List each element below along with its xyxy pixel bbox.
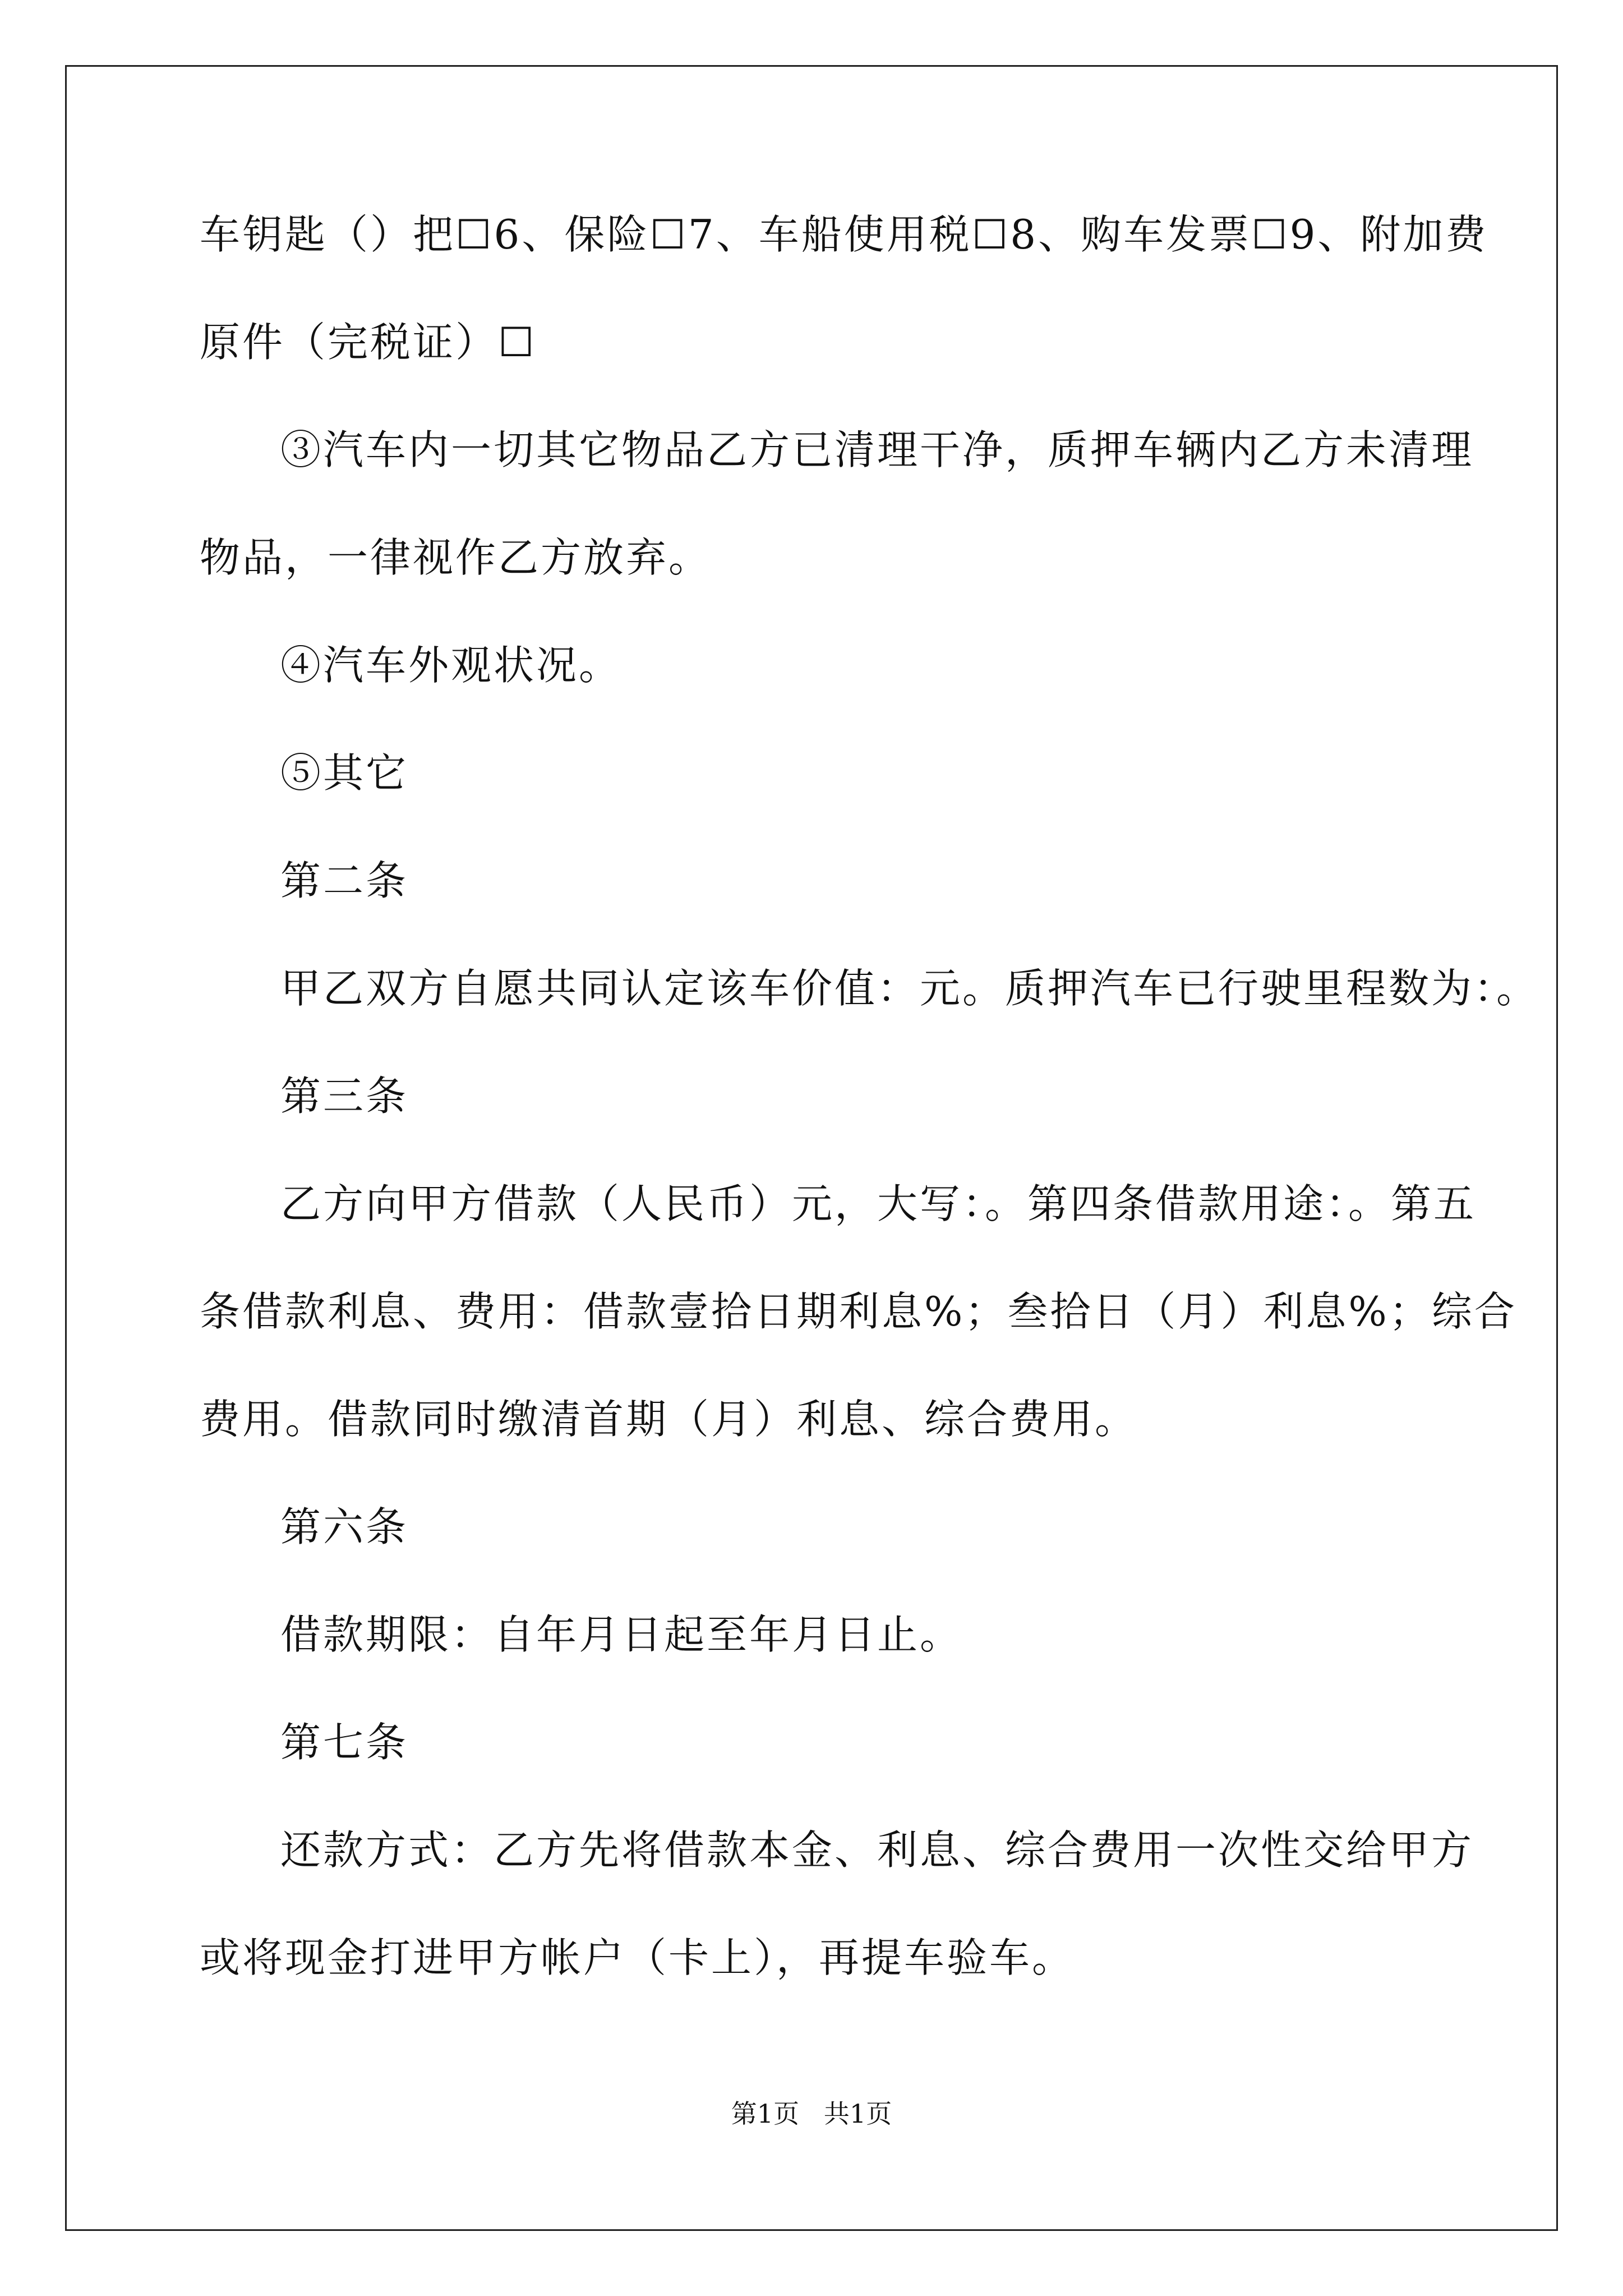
paragraph-line: 费用。借款同时缴清首期（月）利息、综合费用。 (200, 1396, 1138, 1443)
section-heading: 第六条 (280, 1503, 409, 1550)
paragraph-line: 条借款利息、费用：借款壹拾日期利息%；叁拾日（月）利息%；综合 (200, 1288, 1517, 1335)
paragraph-line: 还款方式：乙方先将借款本金、利息、综合费用一次性交给甲方 (280, 1826, 1474, 1874)
paragraph-line: 或将现金打进甲方帐户（卡上），再提车验车。 (200, 1934, 1075, 1981)
section-heading: 第二条 (280, 857, 409, 904)
page-number-footer: 第1页 共1页 (731, 2099, 892, 2129)
paragraph-line: ④汽车外观状况。 (280, 642, 622, 689)
paragraph-line: 借款期限：自年月日起至年月日止。 (280, 1611, 963, 1658)
section-heading: 第三条 (280, 1073, 409, 1120)
paragraph-line: 原件（完税证）☐ (200, 319, 537, 366)
paragraph-line: ⑤其它 (280, 749, 409, 797)
paragraph-line: 车钥匙（）把☐6、保险☐7、车船使用税☐8、购车发票☐9、附加费 (200, 211, 1488, 258)
page-border (65, 65, 1558, 2231)
paragraph-line: ③汽车内一切其它物品乙方已清理干净，质押车辆内乙方未清理 (280, 426, 1474, 473)
paragraph-line: 甲乙双方自愿共同认定该车价值：元。质押汽车已行驶里程数为：。 (280, 965, 1539, 1012)
section-heading: 第七条 (280, 1719, 409, 1766)
paragraph-line: 乙方向甲方借款（人民币）元，大写：。第四条借款用途：。第五 (280, 1180, 1477, 1227)
paragraph-line: 物品，一律视作乙方放弃。 (200, 534, 712, 581)
